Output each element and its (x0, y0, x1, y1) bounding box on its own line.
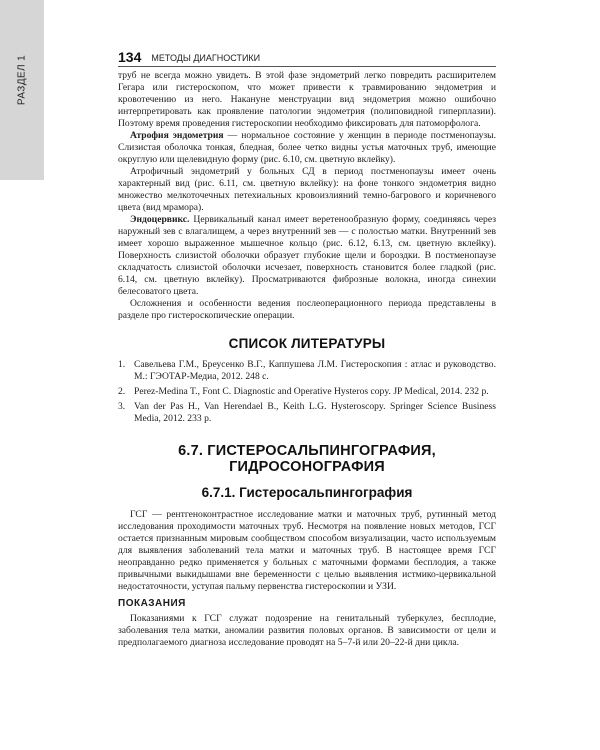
reference-text: Савельева Г.М., Бреусенко В.Г., Каппушева Л.М. Гистероскопия : атлас и руководство. М.: ГЭОТАР-Медиа, 2012. 248 с. (134, 359, 496, 382)
endocervix-text: Цервикальный канал имеет веретенообразную форму, соединяясь через наружный зев с влагалищем, а через внутренний зев — с полостью матки. Внутренний зев имеет хорошо выраженное мышечное кольцо (рис. 6.12, 6.13, см. цветную вклейку). Поверхность слизистой оболочки образует глубокие щели и бороздки. В постменопаузе складчатость слизистой оболочки исчезает, поверхность становится более гладкой (рис. 6.14, см. цветную вклейку). Просматриваются фиброзные волокна, иногда синехии белесоватого цвета. (118, 214, 496, 297)
term-endocervix: Эндоцервикс. (130, 214, 190, 225)
reference-list (118, 359, 496, 425)
page-header (118, 46, 496, 64)
page-content (118, 70, 496, 649)
reference-text: Van der Pas H., Van Herendael B., Keith L.G. Hysteroscopy. Springer Science Business Media, 2012. 233 p. (134, 401, 496, 424)
indications-heading: ПОКАЗАНИЯ (118, 598, 186, 609)
reference-text: Perez-Medina T., Font C. Diagnostic and Operative Hysteros copy. JP Medical, 2014. 232 p. (134, 386, 489, 397)
paragraph-diabetes: Атрофичный эндометрий у больных СД в период постменопаузы имеет очень характерный вид (рис. 6.11, см. цветную вклейку): на фоне тонкого эндометрия видно множество мелкоточечных петехиальных кровоизлияний темно-багрового и коричневого цвета (вид мрамора). (118, 166, 496, 213)
reference-number: 2. (118, 386, 126, 397)
atrophy-text: — нормальное состояние у женщин в периоде постменопаузы. Слизистая оболочка тонкая, бледная, более четко видны устья маточных труб, имеющие округлую или щелевидную форму (рис. 6.10, см. цветную вклейку). (118, 130, 496, 165)
paragraph-continuation: труб не всегда можно увидеть. В этой фазе эндометрий легко повредить расширителем Гегара или гистероскопом, что может привести к травмированию эндометрия и кровотечению из него. Накануне менструации вид эндометрия можно ошибочно интерпретировать как проявление патологии эндометрия (полиповидной гиперплазии). Поэтому время проведения гистероскопии необходимо фиксировать для патоморфолога. (118, 70, 496, 129)
term-atrophy: Атрофия эндометрия (130, 130, 224, 141)
reference-item (118, 401, 496, 425)
reference-item (118, 359, 496, 383)
paragraph-hsg: ГСГ — рентгеноконтрастное исследование матки и маточных труб, рутинный метод исследования проходимости маточных труб. Несмотря на появление новых методов, ГСГ остается признанным мировым сообществом способом визуализации, часто используемым для выявления заболеваний тела матки и маточных труб. В настоящее время ГСГ неоправданно редко применяется у больных с маточными формами бесплодия, а также привычными выкидышами вне беременности с целью выявления истмико-цервикальной недостаточности, уступая пальму первенства гистероскопии и УЗИ. (118, 509, 496, 592)
reference-number: 1. (118, 359, 126, 370)
section-heading-6-7: 6.7. ГИСТЕРОСАЛЬПИНГОГРАФИЯ, ГИДРОСОНОГРАФИЯ (178, 443, 436, 475)
references-heading: СПИСОК ЛИТЕРАТУРЫ (228, 336, 386, 351)
paragraph-endocervix (118, 214, 496, 298)
reference-item (118, 386, 496, 398)
section-label: РАЗДЕЛ 1 (16, 54, 28, 106)
paragraph-atrophy (118, 130, 496, 166)
paragraph-complications: Осложнения и особенности ведения послеоперационного периода представлены в разделе про гистероскопические операции. (118, 298, 496, 321)
subsection-heading-6-7-1: 6.7.1. Гистеросальпингография (201, 485, 413, 500)
running-title: МЕТОДЫ ДИАГНОСТИКИ (151, 53, 261, 63)
reference-number: 3. (118, 401, 126, 412)
section-side-tab (0, 0, 44, 180)
header-rule (118, 66, 496, 67)
paragraph-indications: Показаниями к ГСГ служат подозрение на генитальный туберкулез, бесплодие, заболевания тела матки, аномалии развития половых органов. В зависимости от цели и предполагаемого диагноза исследование проводят на 5–7-й или 20–22-й дни цикла. (118, 613, 496, 648)
page-number: 134 (118, 49, 142, 65)
